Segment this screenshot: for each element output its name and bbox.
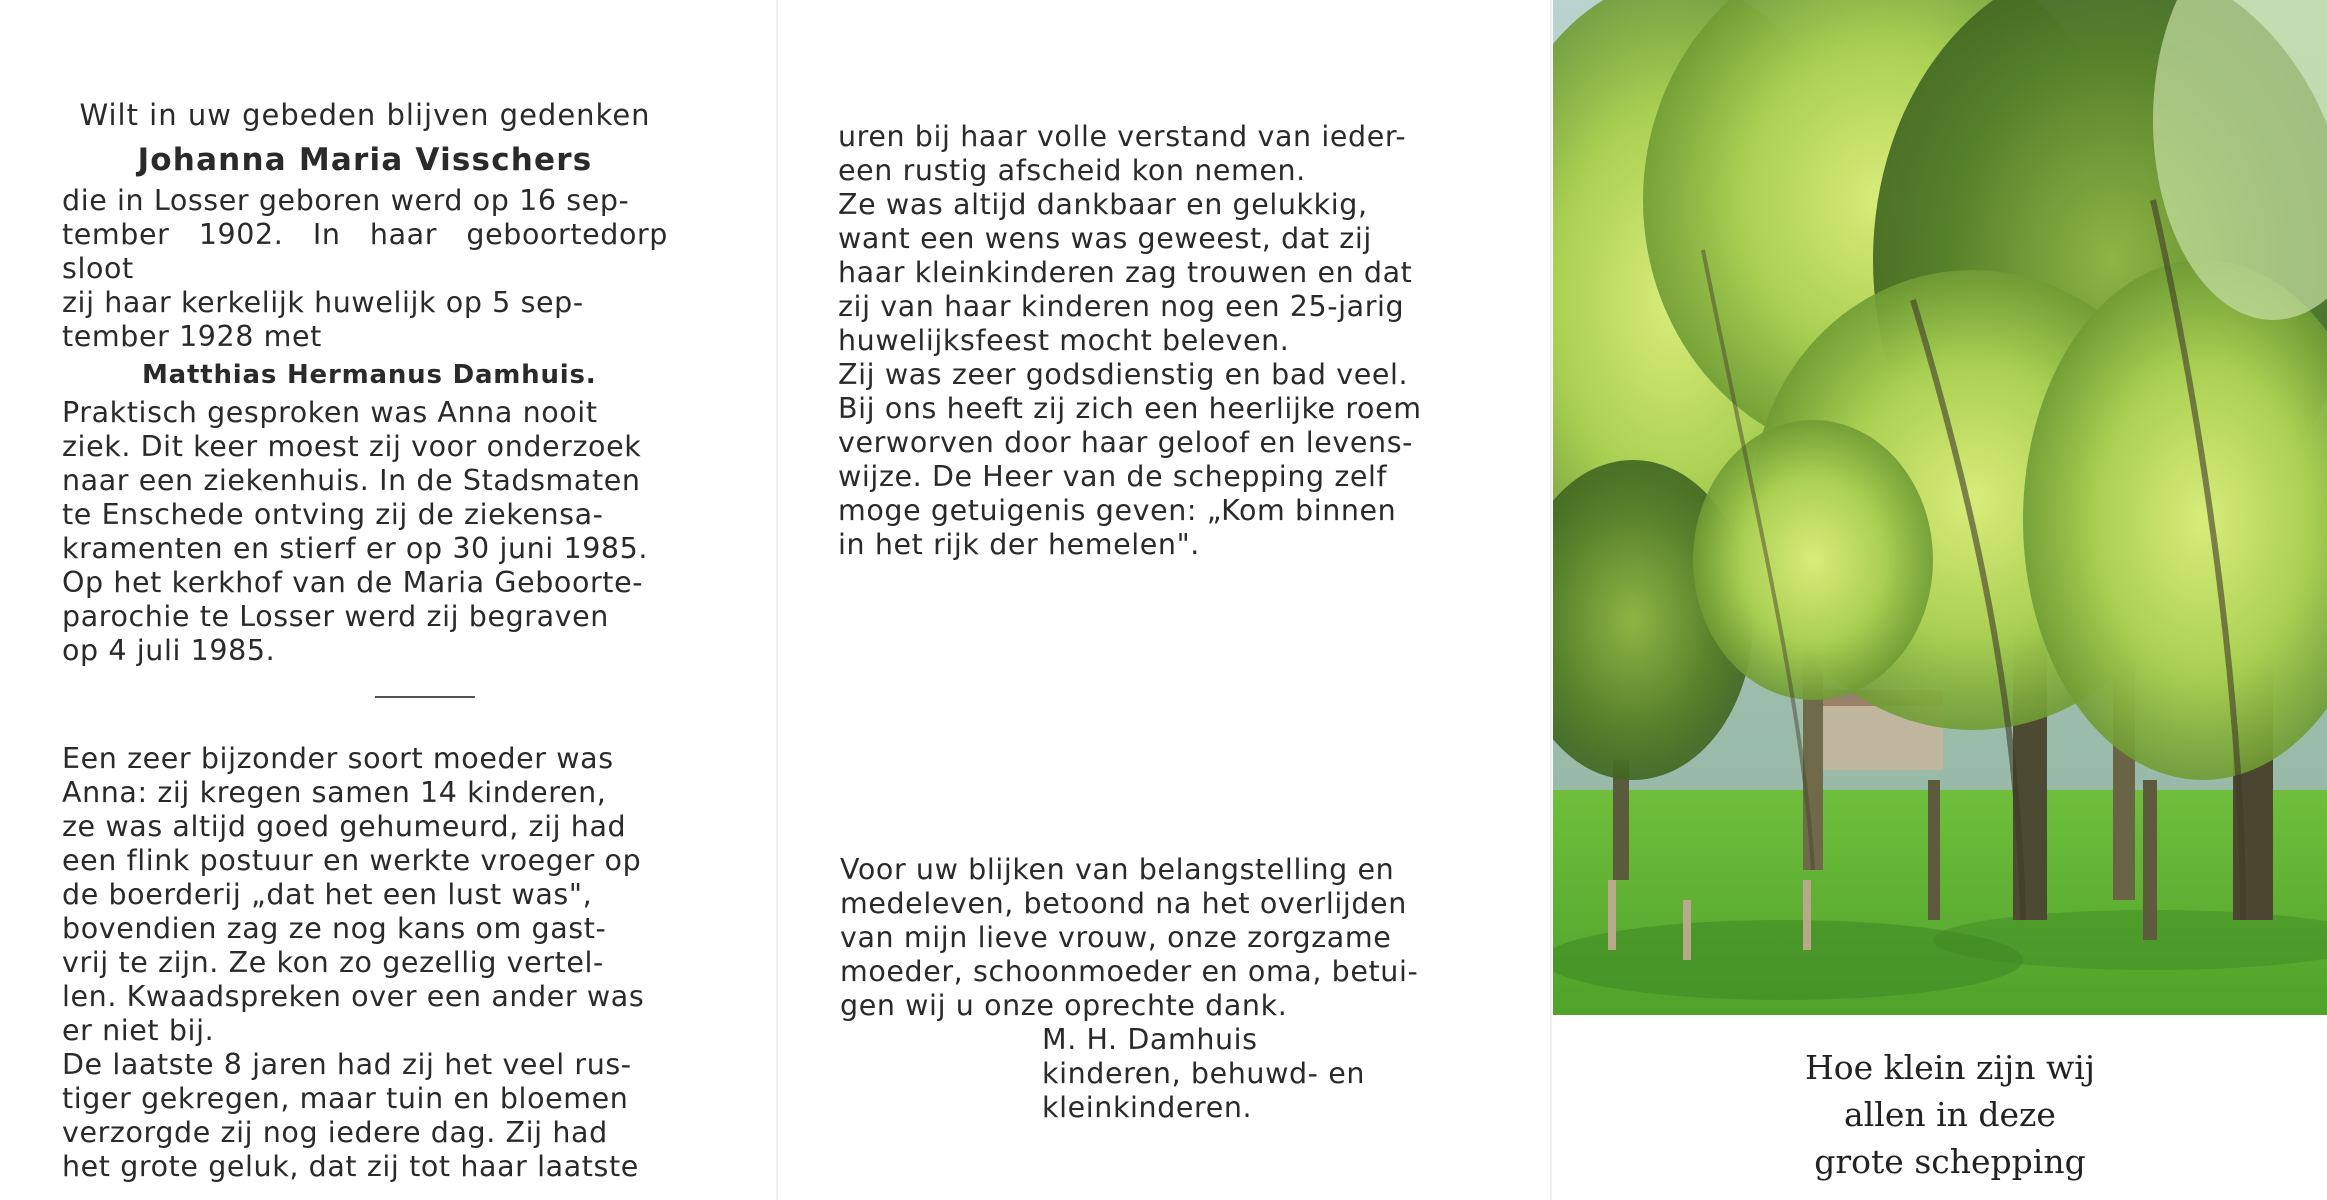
photo-illustration [1553, 0, 2327, 1015]
text-line: Praktisch gesproken was Anna nooit [62, 396, 598, 429]
text-line: uren bij haar volle verstand van ieder- [838, 120, 1407, 153]
signature-line: kleinkinderen. [1042, 1091, 1253, 1124]
text-line: tember 1928 met [62, 320, 322, 353]
text-line: want een wens was geweest, dat zij [838, 222, 1372, 255]
card-fold-right [1550, 0, 1552, 1200]
mother-paragraph [62, 742, 668, 1048]
text-line: die in Losser geboren werd op 16 sep- [62, 184, 630, 217]
thanks-block [840, 853, 1442, 1125]
text-line: moeder, schoonmoeder en oma, betui- [840, 955, 1419, 988]
text-line: wijze. De Heer van de schepping zelf [838, 460, 1388, 493]
left-column [62, 98, 668, 1184]
text-line: de boerderij „dat het een lust was", [62, 878, 593, 911]
text-line: huwelijksfeest mocht beleven. [838, 324, 1290, 357]
text-line: parochie te Losser werd zij begraven [62, 600, 609, 633]
grateful-paragraph [838, 188, 1440, 358]
text-line: medeleven, betoond na het overlijden [840, 887, 1407, 920]
text-line: vrij te zijn. Ze kon zo gezellig vertel- [62, 946, 604, 979]
text-line: Bij ons heeft zij zich een heerlijke roem [838, 392, 1422, 425]
text-line: verzorgde zij nog iedere dag. Zij had [62, 1116, 608, 1149]
text-line: te Enschede ontving zij de ziekensa- [62, 498, 604, 531]
continued-paragraph [838, 120, 1440, 188]
text-line: het grote geluk, dat zij tot haar laatste [62, 1150, 639, 1183]
intro-line: Wilt in uw gebeden blijven gedenken [79, 98, 651, 132]
text-line: gen wij u onze oprechte dank. [840, 989, 1288, 1022]
text-line: tiger gekregen, maar tuin en bloemen [62, 1082, 629, 1115]
thanks-paragraph [840, 853, 1442, 1023]
text-line: len. Kwaadspreken over een ander was [62, 980, 645, 1013]
meadow-trees-photo [1553, 0, 2327, 1015]
faith-paragraph [838, 358, 1440, 562]
text-line: ze was altijd goed gehumeurd, zij had [62, 810, 627, 843]
text-line: bovendien zag ze nog kans om gast- [62, 912, 607, 945]
text-line: Voor uw blijken van belangstelling en [840, 853, 1395, 886]
text-line: ziek. Dit keer moest zij voor onderzoek [62, 430, 642, 463]
signature-line: kinderen, behuwd- en [1042, 1057, 1366, 1090]
text-line: Ze was altijd dankbaar en gelukkig, [838, 188, 1368, 221]
text-line: zij van haar kinderen nog een 25-jarig [838, 290, 1405, 323]
caption-line: allen in deze [1844, 1095, 2056, 1134]
text-line: een flink postuur en werkte vroeger op [62, 844, 642, 877]
text-line: Zij was zeer godsdienstig en bad veel. [838, 358, 1409, 391]
photo-caption [1680, 1044, 2220, 1185]
text-line: zij haar kerkelijk huwelijk op 5 sep- [62, 286, 584, 319]
text-line: van mijn lieve vrouw, onze zorgzame [840, 921, 1392, 954]
deceased-name: Johanna Maria Visschers [137, 142, 593, 178]
text-line: kramenten en stierf er op 30 juni 1985. [62, 532, 649, 565]
text-line: Een zeer bijzonder soort moeder was [62, 742, 614, 775]
text-line: moge getuigenis geven: „Kom binnen [838, 494, 1397, 527]
text-line: er niet bij. [62, 1014, 215, 1047]
text-line: De laatste 8 jaren had zij het veel rus- [62, 1048, 632, 1081]
card-fold-left [776, 0, 778, 1200]
text-line: Op het kerkhof van de Maria Geboorte- [62, 566, 644, 599]
text-line: tember 1902. In haar geboortedorp sloot [62, 218, 668, 285]
signature [840, 1023, 1442, 1125]
birth-paragraph [62, 184, 668, 354]
signature-line: M. H. Damhuis [1042, 1023, 1258, 1056]
text-line: verworven door haar geloof en levens- [838, 426, 1414, 459]
text-line: in het rijk der hemelen". [838, 528, 1200, 561]
text-line: een rustig afscheid kon nemen. [838, 154, 1306, 187]
section-divider [375, 696, 475, 698]
caption-line: grote schepping [1814, 1142, 2086, 1181]
text-line: haar kleinkinderen zag trouwen en dat [838, 256, 1413, 289]
text-line: Anna: zij kregen samen 14 kinderen, [62, 776, 607, 809]
death-paragraph [62, 396, 668, 668]
spouse-name: Matthias Hermanus Damhuis. [142, 360, 597, 390]
text-line: naar een ziekenhuis. In de Stadsmaten [62, 464, 641, 497]
later-years-paragraph [62, 1048, 668, 1184]
caption-line: Hoe klein zijn wij [1805, 1048, 2095, 1087]
middle-column [838, 120, 1440, 562]
text-line: op 4 juli 1985. [62, 634, 276, 667]
